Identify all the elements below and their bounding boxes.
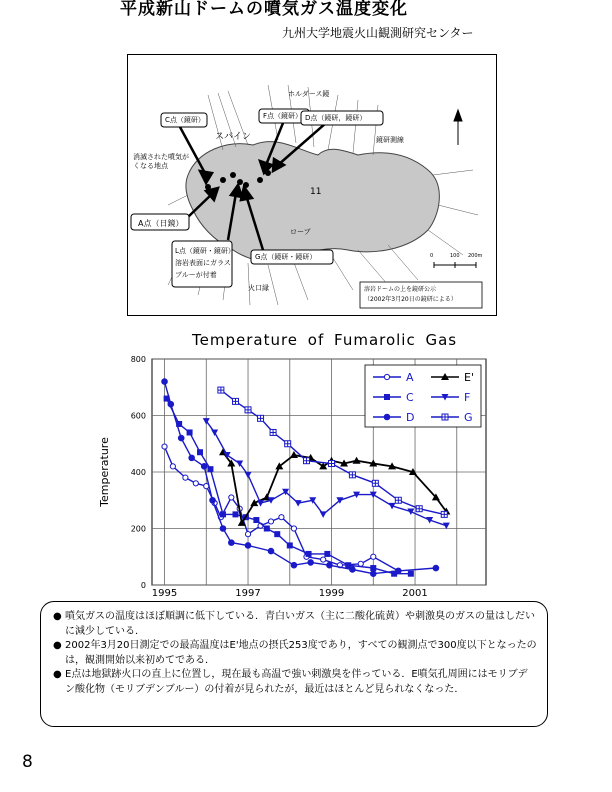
marker-c: [197, 449, 203, 455]
legend-label: C: [406, 391, 414, 404]
marker-d: [189, 455, 195, 461]
scale-label-0: 0: [430, 253, 434, 259]
marker-g: [245, 407, 251, 413]
marker-a: [384, 374, 389, 379]
marker-a: [279, 515, 284, 520]
marker-d: [384, 414, 390, 420]
marker-c: [306, 551, 312, 557]
scale-label-200: 200m: [468, 253, 483, 259]
map-label-crater: 火口縁: [248, 284, 269, 292]
marker-d: [201, 464, 207, 470]
marker-g: [442, 414, 448, 420]
page-subtitle: 九州大学地震火山観測研究センター: [282, 26, 474, 40]
marker-d: [291, 562, 297, 568]
marker-c: [384, 394, 390, 400]
notes-box: [40, 601, 548, 727]
marker-c: [233, 511, 239, 517]
page-number: 8: [22, 752, 33, 772]
marker-a: [268, 519, 273, 524]
map-label-right-mid: 鏡研測線: [376, 136, 404, 144]
y-tick-label: 0: [140, 581, 146, 590]
marker-a: [193, 481, 198, 486]
marker-d: [168, 401, 174, 407]
marker-c: [408, 571, 414, 577]
marker-d: [210, 497, 216, 503]
marker-g: [270, 429, 276, 435]
marker-a: [371, 554, 376, 559]
marker-a: [291, 526, 296, 531]
marker-d: [268, 548, 274, 554]
marker-a: [358, 561, 363, 566]
marker-c: [253, 517, 259, 523]
note-item: ● 噴気ガスの温度はほぼ順調に低下している．青白いガス（主に二酸化硫黄）や刺激臭のガスの量はしだいに減少している．: [53, 610, 537, 639]
marker-c: [264, 526, 270, 532]
x-tick-label: 1995: [151, 588, 178, 599]
marker-c: [324, 551, 330, 557]
marker-g: [416, 506, 422, 512]
note-item: ● 2002年3月20日測定での最高温度はE'地点の摂氏253度であり，すべての観測点で300度以下となったのは，観測開始以来初めてである．: [53, 639, 537, 668]
note-item: ● E点は地獄跡火口の直上に位置し，現在最も高温で強い刺激臭を伴っている．E噴気孔周囲にはモリブデン酸化物（モリブデンブルー）の付着が見られたが，最近はほとんど見られなくなった．: [53, 668, 537, 697]
x-tick-label: 2001: [402, 588, 428, 599]
marker-d: [178, 435, 184, 441]
y-tick-label: 400: [130, 468, 146, 477]
marker-g: [258, 415, 264, 421]
map-label-11: 11: [310, 187, 322, 197]
map-label-g: G点（鏡研・鏡研）: [255, 253, 317, 261]
map-label-spine: スパイン: [215, 132, 252, 142]
marker-d: [308, 560, 314, 566]
marker-c: [220, 511, 226, 517]
map-legend-text: 溶岩ドームの上を鏡研公示 （2002年3月20日の鏡研による）: [364, 286, 457, 303]
marker-c: [274, 531, 280, 537]
marker-d: [327, 562, 333, 568]
marker-c: [207, 466, 213, 472]
page-title: 平成新山ドームの噴気ガス温度変化: [120, 0, 408, 19]
marker-a: [245, 532, 250, 537]
scale-label-100: 100: [450, 253, 460, 259]
marker-g: [441, 511, 447, 517]
marker-g: [218, 387, 224, 393]
marker-c: [287, 542, 293, 548]
marker-g: [329, 461, 335, 467]
marker-d: [229, 540, 235, 546]
legend-label: G: [464, 411, 473, 424]
map-label-right-top: ホルダース鏡: [288, 90, 330, 98]
chart-title: Temperature of Fumarolic Gas: [192, 331, 458, 349]
marker-g: [395, 497, 401, 503]
map-label-d: D点（鏡研，鏡研）: [305, 114, 367, 122]
map-label-lobe: ローブ: [290, 228, 311, 236]
marker-a: [229, 495, 234, 500]
y-tick-label: 200: [130, 524, 146, 534]
map-label-l: L点（鏡研・鏡研） 溶岩表面にガラス ブルーが付着: [175, 247, 235, 279]
marker-g: [233, 398, 239, 404]
marker-d: [220, 526, 226, 532]
x-tick-label: 1997: [235, 588, 261, 599]
marker-d: [350, 567, 356, 573]
legend-label: D: [406, 411, 415, 424]
marker-c: [187, 429, 193, 435]
marker-a: [162, 444, 167, 449]
marker-d: [162, 379, 168, 385]
y-tick-label: 800: [130, 355, 146, 364]
map-label-a: A点（日鏡）: [138, 219, 184, 228]
marker-d: [370, 571, 376, 577]
map-label-noflow: 消滅された噴気が くなる地点: [133, 153, 189, 170]
marker-a: [170, 464, 175, 469]
marker-g: [372, 480, 378, 486]
map-label-c: C点（鏡研）: [165, 116, 205, 124]
x-tick-label: 1999: [318, 588, 345, 599]
legend-label: E': [464, 371, 474, 384]
y-tick-label: 600: [130, 411, 146, 421]
marker-d: [433, 565, 439, 571]
legend-label: F: [464, 391, 471, 404]
marker-a: [321, 557, 326, 562]
map-label-f: F点（鏡研）: [263, 112, 303, 120]
marker-g: [349, 472, 355, 478]
marker-g: [285, 441, 291, 447]
marker-d: [396, 568, 402, 574]
y-axis-label: Temperature: [98, 437, 111, 507]
marker-g: [303, 458, 309, 464]
marker-a: [183, 475, 188, 480]
legend-label: A: [406, 371, 414, 384]
marker-c: [370, 565, 376, 571]
marker-d: [245, 543, 251, 549]
